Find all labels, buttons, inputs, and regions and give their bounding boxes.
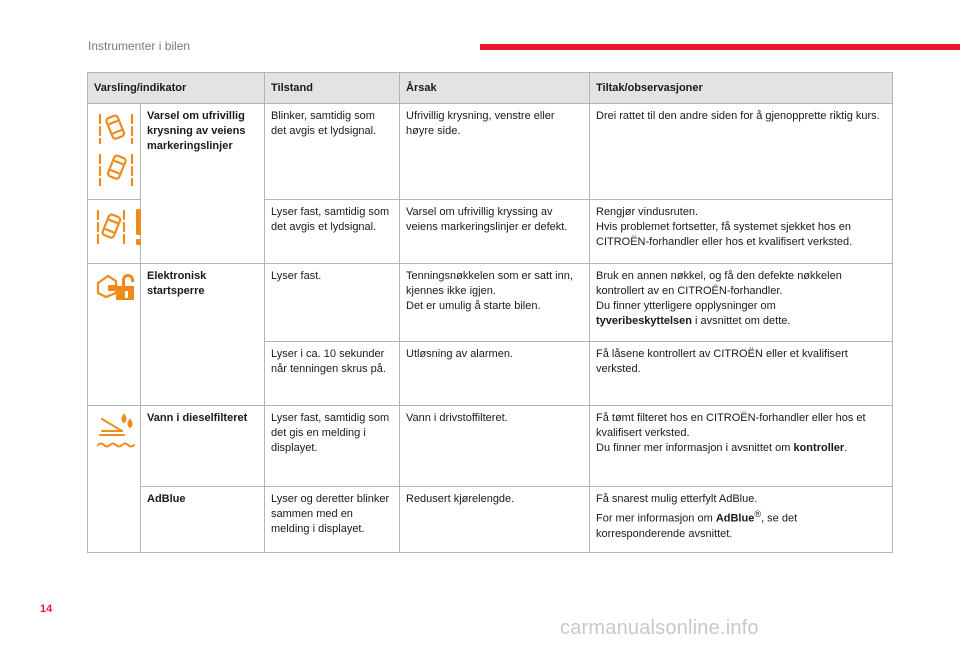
indicator-table — [87, 72, 893, 553]
action-line — [596, 507, 886, 542]
lane-departure-fault-icon — [94, 205, 146, 251]
cause-cell: Vann i drivstoffilteret. — [400, 406, 590, 487]
action-pre: Du finner mer informasjon i avsnittet om — [596, 442, 794, 454]
action-line: Hvis problemet fortsetter, få systemet sjekket hos en CITROËN-forhandler eller hos et kvalifisert verksted. — [596, 221, 853, 248]
column-header-action: Tiltak/observasjoner — [590, 73, 893, 104]
column-header-state: Tilstand — [265, 73, 400, 104]
section-title: Instrumenter i bilen — [88, 39, 191, 53]
action-line: Få tømt filteret hos en CITROËN-forhandler eller hos et kvalifisert verksted. — [596, 412, 866, 439]
action-line: Rengjør vindusruten. — [596, 206, 699, 218]
lane-departure-icon — [94, 109, 138, 189]
state-cell: Lyser fast. — [265, 264, 400, 342]
state-cell: Lyser og deretter blinker sammen med en melding i displayet. — [265, 487, 400, 553]
action-tail: , se det korresponderende avsnittet. — [596, 512, 798, 540]
action-line — [596, 314, 886, 329]
action-tail: i avsnittet om dette. — [692, 315, 791, 327]
action-cell: Drei rattet til den andre siden for å gjenopprette riktig kurs. — [590, 104, 893, 200]
action-line: Få snarest mulig etterfylt AdBlue. — [596, 493, 758, 505]
indicator-name: AdBlue — [141, 487, 265, 553]
cause-cell: Redusert kjørelengde. — [400, 487, 590, 553]
cause-cell: Varsel om ufrivillig kryssing av veiens markeringslinjer er defekt. — [400, 200, 590, 264]
indicator-name: Elektronisk startsperre — [141, 264, 265, 406]
action-emphasis: AdBlue — [715, 512, 755, 525]
action-pre: For mer informasjon om — [596, 512, 716, 525]
action-tail: . — [844, 442, 848, 454]
immobiliser-icon — [94, 269, 138, 303]
page-number: 14 — [40, 603, 53, 615]
state-cell: Lyser i ca. 10 sekunder når tenningen skrus på. — [265, 342, 400, 406]
table-row — [88, 406, 893, 487]
indicator-name: Vann i dieselfilteret — [141, 406, 265, 487]
table-row — [88, 487, 893, 553]
action-emphasis: kontroller — [793, 442, 845, 454]
action-line: Bruk en annen nøkkel, og få den defekte nøkkelen kontrollert av en CITROËN-forhandler. — [596, 270, 842, 297]
action-line: Du finner ytterligere opplysninger om — [596, 300, 776, 312]
cause-line: Tenningsnøkkelen som er satt inn, kjennes ikke igjen. — [406, 270, 573, 297]
table-row — [88, 104, 893, 200]
action-cell — [590, 406, 893, 487]
cause-line: Det er umulig å starte bilen. — [406, 300, 541, 312]
action-emphasis: tyveribeskyttelsen — [596, 315, 692, 327]
state-cell: Blinker, samtidig som det avgis et lydsignal. — [265, 104, 400, 200]
state-cell: Lyser fast, samtidig som det avgis et lydsignal. — [265, 200, 400, 264]
action-cell — [590, 200, 893, 264]
table-header-row — [88, 73, 893, 104]
watermark: carmanualsonline.info — [560, 617, 759, 639]
state-cell: Lyser fast, samtidig som det gis en melding i displayet. — [265, 406, 400, 487]
registered-mark: ® — [754, 509, 762, 519]
icon-cell — [88, 406, 141, 553]
icon-cell — [88, 264, 141, 406]
column-header-cause: Årsak — [400, 73, 590, 104]
action-cell — [590, 487, 893, 553]
water-in-diesel-icon — [94, 411, 138, 451]
icon-cell — [88, 104, 141, 200]
indicator-name: Varsel om ufrivillig krysning av veiens markeringslinjer — [141, 104, 265, 264]
column-header-indicator: Varsling/indikator — [88, 73, 265, 104]
cause-cell: Utløsning av alarmen. — [400, 342, 590, 406]
action-line — [596, 441, 886, 456]
table-row — [88, 264, 893, 342]
action-cell — [590, 264, 893, 342]
cause-cell: Ufrivillig krysning, venstre eller høyre side. — [400, 104, 590, 200]
cause-cell — [400, 264, 590, 342]
icon-cell — [88, 200, 141, 264]
action-cell: Få låsene kontrollert av CITROËN eller et kvalifisert verksted. — [590, 342, 893, 406]
accent-bar — [480, 44, 960, 50]
